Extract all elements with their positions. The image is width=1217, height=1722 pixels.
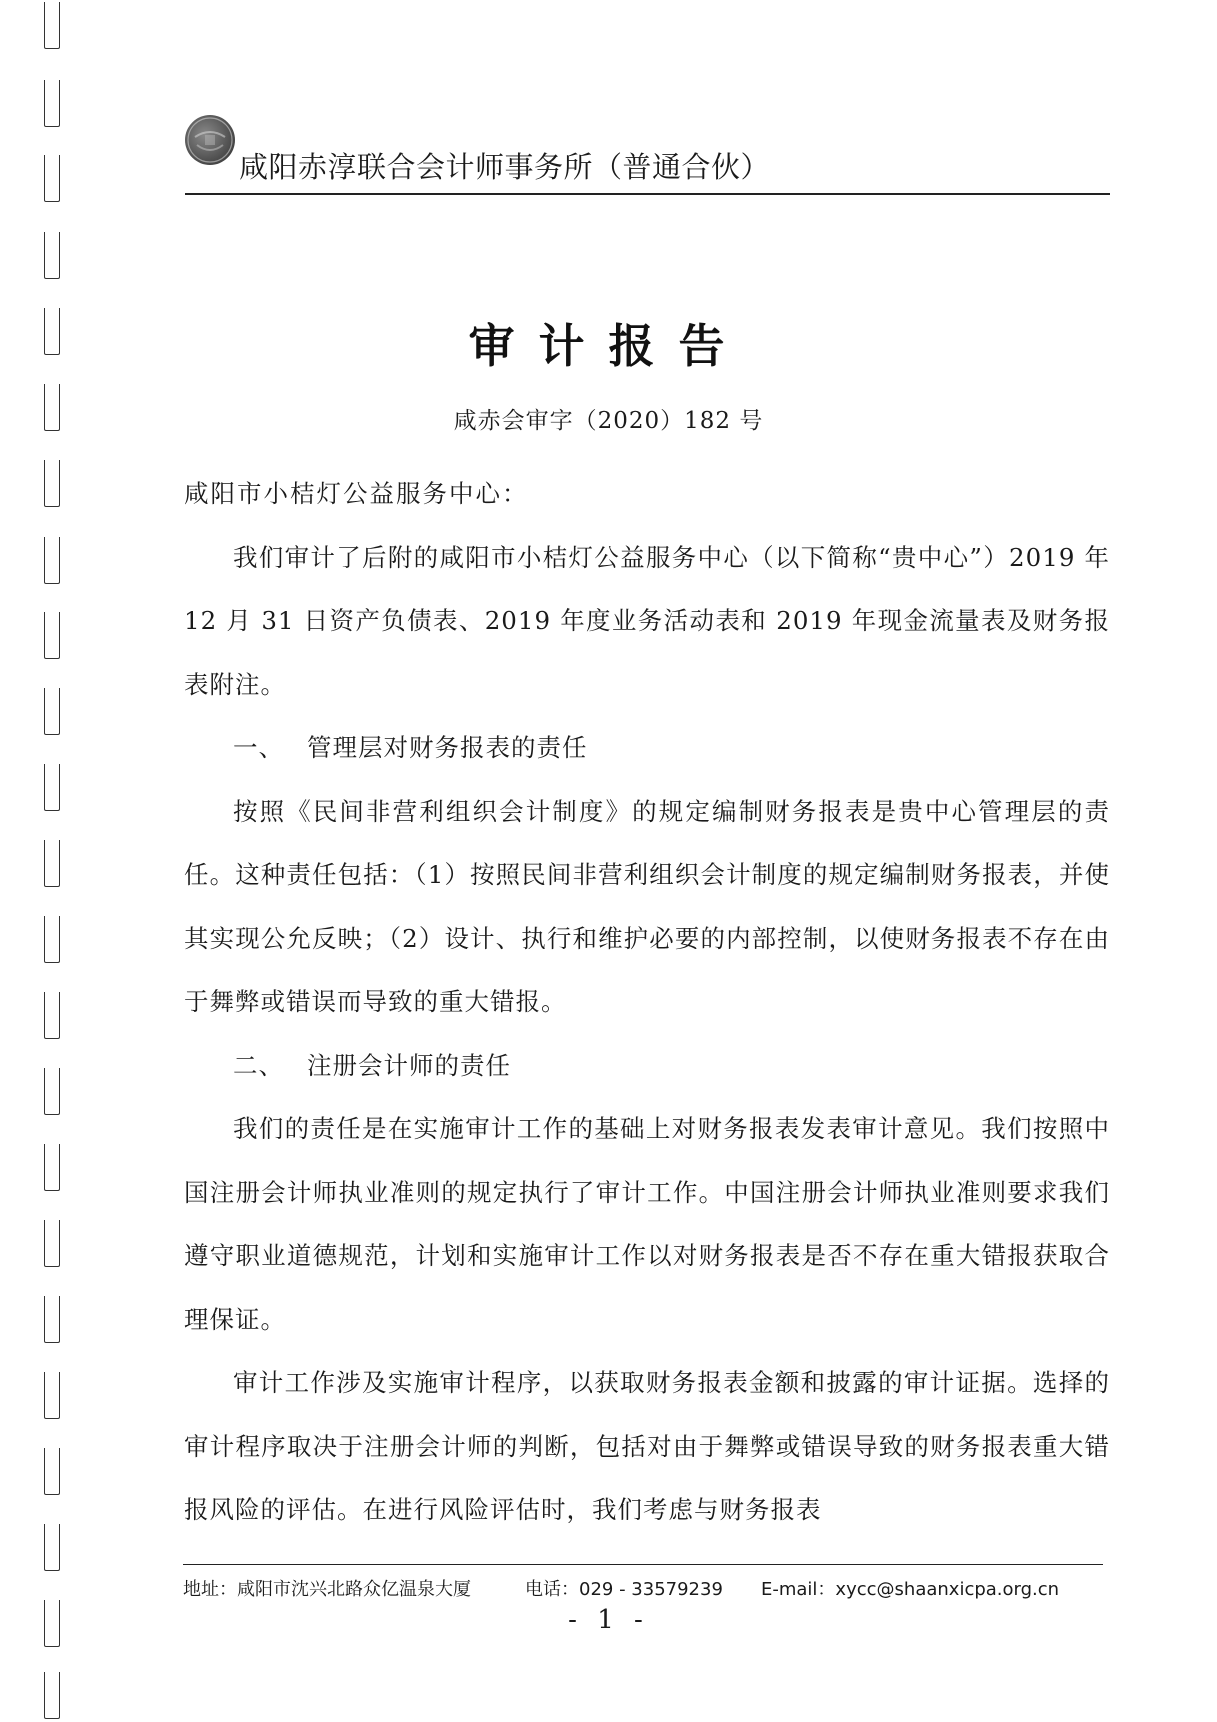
intro-paragraph: 我们审计了后附的咸阳市小桔灯公益服务中心（以下简称“贵中心”）2019 年 12 月 31 日资产负债表、2019 年度业务活动表和 2019 年现金流量表及财务报表附注。 <box>184 542 1110 699</box>
binding-hole <box>44 1144 60 1191</box>
section-number: 二、 <box>233 1050 284 1080</box>
binding-hole <box>44 916 60 963</box>
section-title: 注册会计师的责任 <box>307 1050 511 1080</box>
procedures-paragraph: 审计工作涉及实施审计程序，以获取财务报表金额和披露的审计证据。选择的审计程序取决于注册会计师的判断，包括对由于舞弊或错误导致的财务报表重大错报风险的评估。在进行风险评估时，我们考虑与财务报表 <box>184 1368 1110 1524</box>
section-1-paragraph: 按照《民间非营利组织会计制度》的规定编制财务报表是贵中心管理层的责任。这种责任包括：（1）按照民间非营利组织会计制度的规定编制财务报表，并使其实现公允反映；（2）设计、执行和维护必要的内部控制，以使财务报表不存在由于舞弊或错误而导致的重大错报。 <box>184 796 1110 1016</box>
section-heading-1 <box>184 716 1110 780</box>
binding-hole <box>44 1372 60 1419</box>
binding-hole <box>44 840 60 887</box>
section-heading-2 <box>184 1034 1110 1098</box>
binding-hole <box>44 688 60 735</box>
binding-hole <box>44 2 60 49</box>
footer-divider <box>183 1564 1103 1565</box>
binding-hole <box>44 1296 60 1343</box>
binding-hole <box>44 1068 60 1115</box>
section-title: 管理层对财务报表的责任 <box>307 733 588 762</box>
document-title: 审计报告 <box>468 319 749 373</box>
report-body <box>184 462 1110 1542</box>
addressee: 咸阳市小桔灯公益服务中心： <box>184 479 529 508</box>
section-2-paragraph: 我们的责任是在实施审计工作的基础上对财务报表发表审计意见。我们按照中国注册会计师执业准则的规定执行了审计工作。中国注册会计师执业准则要求我们遵守职业道德规范，计划和实施审计工作以对财务报表是否不存在重大错报获取合理保证。 <box>184 1114 1110 1334</box>
binding-holes <box>38 0 68 1722</box>
header-divider <box>185 193 1110 195</box>
footer-email: E-mail：xycc@shaanxicpa.org.cn <box>761 1579 1060 1600</box>
binding-hole <box>44 1220 60 1267</box>
binding-hole <box>44 612 60 659</box>
page-number: - 1 - <box>568 1605 649 1635</box>
footer-address: 地址：咸阳市沈兴北路众亿温泉大厦 <box>183 1579 471 1600</box>
binding-hole <box>44 992 60 1039</box>
section-number: 一、 <box>233 733 284 762</box>
firm-logo-icon <box>185 115 235 165</box>
binding-hole <box>44 460 60 507</box>
binding-hole <box>44 1672 60 1719</box>
binding-hole <box>44 80 60 127</box>
binding-hole <box>44 1524 60 1571</box>
binding-hole <box>44 764 60 811</box>
report-reference-number: 咸赤会审字（2020）182 号 <box>453 408 764 434</box>
footer-phone: 电话：029 - 33579239 <box>525 1579 723 1600</box>
binding-hole <box>44 537 60 584</box>
binding-hole <box>44 155 60 202</box>
firm-name: 咸阳赤淳联合会计师事务所（普通合伙） <box>239 150 771 184</box>
binding-hole <box>44 232 60 279</box>
binding-hole <box>44 1448 60 1495</box>
letterhead <box>185 107 1110 197</box>
